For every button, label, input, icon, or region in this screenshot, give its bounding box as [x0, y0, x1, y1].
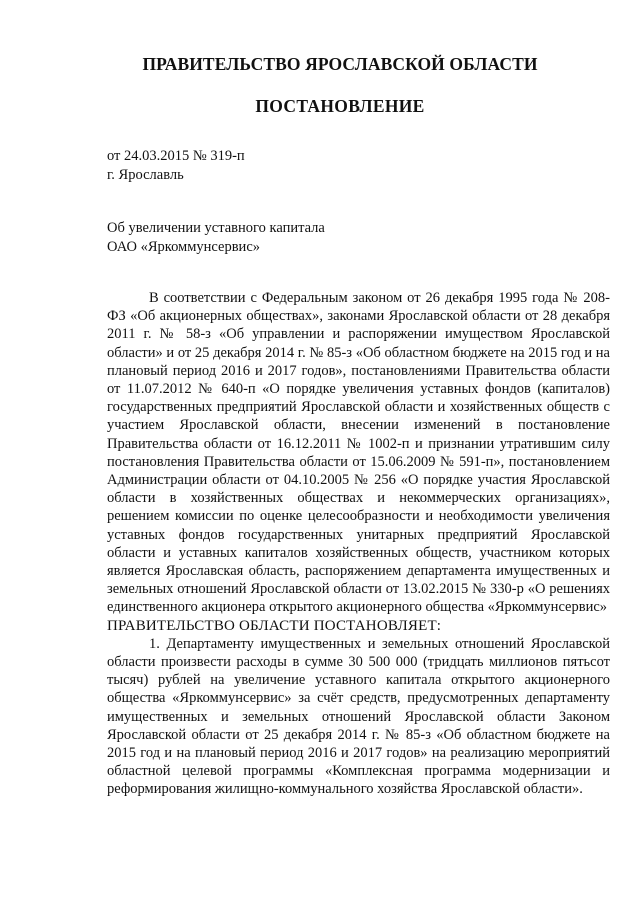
city: г. Ярославль — [107, 167, 184, 183]
decree-statement: ПРАВИТЕЛЬСТВО ОБЛАСТИ ПОСТАНОВЛЯЕТ: — [107, 617, 442, 634]
document-type-heading: ПОСТАНОВЛЕНИЕ — [255, 96, 425, 116]
document-subject — [107, 219, 325, 257]
date-and-number: от 24.03.2015 № 319-п — [107, 148, 245, 164]
subject-line-2: ОАО «Яркоммунсервис» — [107, 239, 261, 255]
subject-line-1: Об увеличении уставного капитала — [107, 220, 325, 236]
preamble-paragraph: В соответствии с Федеральным законом от 26 декабря 1995 года № 208-ФЗ «Об акционерных обществах», законами Ярославской области от 28 декабря 2011 г. № 58-з «Об управлении и распоряжении имуществом Ярославской области» и от 25 декабря 2014 г. № 85-з «Об областном бюджете на 2015 год и на плановый период 2016 и 2017 годов», постановлениями Правительства области от 11.07.2012 № 640-п «О порядке увеличения уставных фондов (капиталов) государственных предприятий Ярославской области и хозяйственных обществ с участием Ярославской области, внесении изменений в постановление Правительства области от 16.12.2011 № 1002-п и признании утратившим силу постановления Правительства области от 15.06.2009 № 591-п», постановлением Администрации области от 04.10.2005 № 256 «О порядке участия Ярославской области в хозяйственных обществах и некоммерческих организациях», решением комиссии по оценке целесообразности и необходимости увеличения уставных фондов государственных унитарных предприятий Ярославской области и уставных капиталов хозяйственных обществ, участником которых является Ярославская область, распоряжением департамента имущественных и земельных отношений Ярославской области от 13.02.2015 № 330-р «О решениях единственного акционера открытого акционерного общества «Яркоммунсервис» — [107, 290, 610, 616]
document-body — [107, 289, 610, 799]
item-1-paragraph: 1. Департаменту имущественных и земельных отношений Ярославской области произвести расходы в сумме 30 500 000 (тридцать миллионов пятьсот тысяч) рублей на увеличение уставного капитала открытого акционерного общества «Яркоммунсервис» за счёт средств, предусмотренных департаменту имущественных и земельных отношений Ярославской области Законом Ярославской области от 25 декабря 2014 г. № 85-з «Об областном бюджете на 2015 год и на плановый период 2016 и 2017 годов» на реализацию мероприятий областной целевой программы «Комплексная программа модернизации и реформирования жилищно-коммунального хозяйства Ярославской области». — [107, 635, 610, 798]
document-meta — [107, 147, 245, 185]
government-heading: ПРАВИТЕЛЬСТВО ЯРОСЛАВСКОЙ ОБЛАСТИ — [142, 54, 538, 74]
